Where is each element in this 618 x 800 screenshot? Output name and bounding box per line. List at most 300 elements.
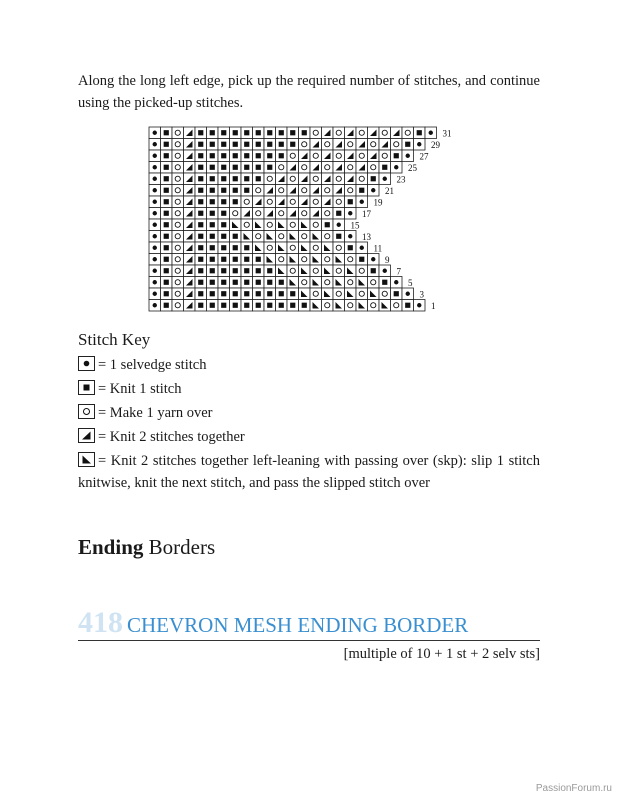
selvedge-cell <box>345 208 357 220</box>
knit-cell <box>241 150 253 162</box>
yarn-over-cell <box>310 196 322 208</box>
selvedge-cell <box>356 196 368 208</box>
yarn-over-cell <box>310 242 322 254</box>
yarn-over-cell <box>264 242 276 254</box>
k2tog-cell <box>184 150 196 162</box>
k2tog-cell <box>184 254 196 266</box>
knit-cell <box>218 242 230 254</box>
skp-cell <box>299 219 311 231</box>
skp-cell <box>287 231 299 243</box>
knit-cell <box>264 139 276 151</box>
knit-cell <box>287 127 299 139</box>
yarn-over-cell <box>368 300 380 312</box>
knit-cell <box>253 127 265 139</box>
knit-cell <box>230 127 242 139</box>
yarn-over-cell <box>322 185 334 197</box>
knit-cell <box>207 300 219 312</box>
knit-cell <box>299 300 311 312</box>
row-label: 21 <box>385 186 394 196</box>
yarn-over-cell <box>333 150 345 162</box>
yarn-over-cell <box>368 139 380 151</box>
yarn-over-cell <box>172 139 184 151</box>
yarn-over-cell <box>299 162 311 174</box>
row-label: 23 <box>396 174 406 185</box>
knit-cell <box>230 288 242 300</box>
selvedge-cell <box>149 150 161 162</box>
knit-cell <box>218 127 230 139</box>
yarn-over-cell <box>172 242 184 254</box>
knit-cell <box>264 265 276 277</box>
yarn-over-cell <box>172 173 184 185</box>
yarn-over-cell <box>379 288 391 300</box>
k2tog-cell <box>276 196 288 208</box>
k2tog-cell <box>333 139 345 151</box>
skp-cell <box>322 288 334 300</box>
k2tog-cell <box>184 300 196 312</box>
yarn-over-cell <box>379 150 391 162</box>
knit-cell <box>161 127 173 139</box>
knit-cell <box>241 242 253 254</box>
k2tog-cell <box>379 139 391 151</box>
knit-cell <box>264 127 276 139</box>
yarn-over-cell <box>391 139 403 151</box>
skp-cell <box>310 254 322 266</box>
knit-cell <box>230 242 242 254</box>
knit-cell <box>253 300 265 312</box>
selvedge-cell <box>149 242 161 254</box>
skp-cell <box>253 219 265 231</box>
knit-cell <box>356 254 368 266</box>
skp-cell <box>356 300 368 312</box>
k2tog-cell <box>276 173 288 185</box>
skp-cell <box>310 231 322 243</box>
skp-cell <box>276 242 288 254</box>
key-text-skp: = Knit 2 stitches together left-leaning with passing over (skp): slip 1 stitch knitwise, knit the next stitch, and pass the slipped stitch over <box>78 453 540 491</box>
knit-cell <box>287 139 299 151</box>
yarn-over-cell <box>345 185 357 197</box>
selvedge-cell <box>149 162 161 174</box>
key-text-selvedge: = 1 selvedge stitch <box>98 357 207 373</box>
selvedge-cell <box>368 185 380 197</box>
knit-cell <box>161 208 173 220</box>
skp-cell <box>333 277 345 289</box>
selvedge-cell <box>333 219 345 231</box>
knit-cell <box>276 150 288 162</box>
yarn-over-cell <box>333 196 345 208</box>
yarn-over-cell <box>345 254 357 266</box>
knit-cell <box>230 185 242 197</box>
k2tog-cell <box>345 127 357 139</box>
knit-cell <box>161 173 173 185</box>
row-label: 15 <box>350 220 360 231</box>
knit-cell <box>161 242 173 254</box>
knit-cell <box>161 196 173 208</box>
k2tog-cell <box>356 162 368 174</box>
knit-cell <box>241 254 253 266</box>
yarn-over-cell <box>333 127 345 139</box>
knit-cell <box>276 288 288 300</box>
k2tog-cell <box>368 127 380 139</box>
k2tog-cell <box>299 196 311 208</box>
knit-cell <box>195 208 207 220</box>
yarn-over-cell <box>172 231 184 243</box>
knit-cell <box>391 288 403 300</box>
key-item-selvedge <box>78 354 540 376</box>
knit-cell <box>264 300 276 312</box>
yarn-over-cell <box>253 185 265 197</box>
skp-cell <box>264 231 276 243</box>
knit-cell <box>276 127 288 139</box>
row-label: 11 <box>373 243 383 254</box>
knit-cell <box>333 208 345 220</box>
knit-cell <box>230 139 242 151</box>
selvedge-cell <box>149 185 161 197</box>
yarn-over-cell <box>172 288 184 300</box>
row-label: 27 <box>419 151 429 162</box>
k2tog-triangle-icon <box>78 428 95 443</box>
k2tog-cell <box>264 208 276 220</box>
knit-cell <box>241 288 253 300</box>
stitch-key-list <box>78 354 540 496</box>
knit-cell <box>161 265 173 277</box>
knit-cell <box>299 127 311 139</box>
knit-square-icon <box>78 380 95 395</box>
skp-cell <box>345 288 357 300</box>
k2tog-cell <box>241 208 253 220</box>
k2tog-cell <box>322 150 334 162</box>
skp-cell <box>299 265 311 277</box>
selvedge-cell <box>391 277 403 289</box>
knit-cell <box>230 173 242 185</box>
yarn-over-cell <box>172 196 184 208</box>
knit-cell <box>207 196 219 208</box>
yarn-over-cell <box>391 300 403 312</box>
yarn-over-cell <box>241 196 253 208</box>
selvedge-cell <box>379 265 391 277</box>
key-text-k2tog: = Knit 2 stitches together <box>98 429 245 445</box>
selvedge-cell <box>379 173 391 185</box>
knit-cell <box>161 277 173 289</box>
yarn-over-cell <box>345 162 357 174</box>
yarn-over-cell <box>345 277 357 289</box>
knit-cell <box>207 231 219 243</box>
selvedge-cell <box>149 127 161 139</box>
chart-grid <box>146 124 476 314</box>
yarn-over-cell <box>322 254 334 266</box>
knit-cell <box>195 300 207 312</box>
yarn-over-cell <box>172 265 184 277</box>
knit-cell <box>276 277 288 289</box>
k2tog-cell <box>184 219 196 231</box>
knit-cell <box>230 162 242 174</box>
yarn-over-cell <box>276 162 288 174</box>
skp-cell <box>356 277 368 289</box>
knit-cell <box>230 231 242 243</box>
row-label: 17 <box>362 209 371 219</box>
knit-cell <box>253 173 265 185</box>
yarn-over-cell <box>172 150 184 162</box>
yarn-over-cell <box>356 150 368 162</box>
knit-cell <box>402 300 414 312</box>
knit-cell <box>207 162 219 174</box>
key-text-knit: = Knit 1 stitch <box>98 381 182 397</box>
skp-cell <box>333 300 345 312</box>
knit-cell <box>207 254 219 266</box>
pattern-number: 418 <box>78 606 123 639</box>
knit-cell <box>218 208 230 220</box>
knit-cell <box>218 185 230 197</box>
yarn-over-cell <box>322 139 334 151</box>
yarn-over-cell <box>172 162 184 174</box>
knit-cell <box>207 277 219 289</box>
knit-cell <box>207 288 219 300</box>
knit-cell <box>207 139 219 151</box>
yarn-over-cell <box>333 242 345 254</box>
skp-cell <box>379 300 391 312</box>
k2tog-cell <box>264 185 276 197</box>
yarn-over-cell <box>276 185 288 197</box>
knit-cell <box>195 173 207 185</box>
knit-cell <box>391 150 403 162</box>
yarn-over-cell <box>299 254 311 266</box>
skp-cell <box>345 265 357 277</box>
row-label: 31 <box>442 128 452 139</box>
k2tog-cell <box>184 208 196 220</box>
knit-cell <box>264 288 276 300</box>
key-item-knit <box>78 378 540 400</box>
knit-cell <box>161 150 173 162</box>
k2tog-cell <box>184 288 196 300</box>
k2tog-cell <box>299 150 311 162</box>
knit-cell <box>195 288 207 300</box>
knit-cell <box>195 265 207 277</box>
yarn-over-cell <box>310 127 322 139</box>
yarn-over-cell <box>172 208 184 220</box>
knit-cell <box>161 254 173 266</box>
heading-divider <box>78 640 540 641</box>
selvedge-cell <box>345 231 357 243</box>
row-label: 1 <box>431 301 436 311</box>
k2tog-cell <box>184 277 196 289</box>
row-label: 13 <box>362 232 371 242</box>
yarn-over-cell <box>310 288 322 300</box>
yarn-over-cell <box>241 219 253 231</box>
knit-cell <box>287 300 299 312</box>
knit-cell <box>218 300 230 312</box>
knit-cell <box>253 254 265 266</box>
k2tog-cell <box>184 185 196 197</box>
knit-cell <box>253 288 265 300</box>
knit-cell <box>264 277 276 289</box>
knit-cell <box>195 219 207 231</box>
knit-cell <box>276 300 288 312</box>
knit-cell <box>368 265 380 277</box>
section-heading <box>78 535 215 560</box>
yarn-over-cell <box>287 150 299 162</box>
yarn-over-cell <box>299 139 311 151</box>
pattern-multiple: [multiple of 10 + 1 st + 2 selv sts] <box>343 646 540 662</box>
yarn-over-cell <box>253 231 265 243</box>
skp-cell <box>368 288 380 300</box>
key-text-yarn-over: = Make 1 yarn over <box>98 405 213 421</box>
selvedge-cell <box>149 139 161 151</box>
knit-cell <box>218 231 230 243</box>
knit-cell <box>287 288 299 300</box>
selvedge-cell <box>402 288 414 300</box>
knit-cell <box>241 277 253 289</box>
yarn-over-cell <box>287 242 299 254</box>
knit-cell <box>218 219 230 231</box>
selvedge-cell <box>149 300 161 312</box>
knit-cell <box>218 162 230 174</box>
yarn-over-cell <box>253 208 265 220</box>
k2tog-cell <box>322 127 334 139</box>
k2tog-cell <box>184 265 196 277</box>
knit-cell <box>207 173 219 185</box>
selvedge-cell <box>402 150 414 162</box>
yarn-over-cell <box>299 185 311 197</box>
row-label: 7 <box>396 266 401 277</box>
yarn-over-cell <box>264 196 276 208</box>
skp-cell <box>299 288 311 300</box>
knit-cell <box>368 173 380 185</box>
yarn-over-cell <box>322 231 334 243</box>
knit-cell <box>207 185 219 197</box>
selvedge-cell <box>149 231 161 243</box>
yarn-over-cell <box>299 208 311 220</box>
yarn-over-cell <box>322 162 334 174</box>
knit-cell <box>207 127 219 139</box>
knit-cell <box>195 196 207 208</box>
selvedge-cell <box>391 162 403 174</box>
knit-cell <box>218 173 230 185</box>
knit-cell <box>345 196 357 208</box>
knit-cell <box>414 127 426 139</box>
row-label: 25 <box>408 163 417 173</box>
yarn-over-cell <box>172 277 184 289</box>
knit-cell <box>207 219 219 231</box>
knit-cell <box>230 196 242 208</box>
k2tog-cell <box>184 196 196 208</box>
k2tog-cell <box>391 127 403 139</box>
yarn-over-cell <box>310 150 322 162</box>
k2tog-cell <box>310 162 322 174</box>
selvedge-cell <box>149 208 161 220</box>
knit-cell <box>241 265 253 277</box>
selvedge-cell <box>414 300 426 312</box>
knit-cell <box>218 288 230 300</box>
intro-paragraph: Along the long left edge, pick up the required number of stitches, and continue using the picked-up stitches. <box>78 73 540 111</box>
yarn-over-cell <box>368 277 380 289</box>
knit-cell <box>322 219 334 231</box>
selvedge-cell <box>149 219 161 231</box>
knit-cell <box>161 185 173 197</box>
yarn-over-cell <box>172 254 184 266</box>
k2tog-cell <box>184 173 196 185</box>
knit-cell <box>218 254 230 266</box>
knit-cell <box>218 277 230 289</box>
yarn-over-cell <box>172 185 184 197</box>
knit-cell <box>345 242 357 254</box>
k2tog-cell <box>253 196 265 208</box>
knit-cell <box>218 196 230 208</box>
knit-cell <box>218 139 230 151</box>
yarn-over-cell <box>322 300 334 312</box>
selvedge-cell <box>425 127 437 139</box>
selvedge-cell <box>149 196 161 208</box>
yarn-over-cell <box>368 162 380 174</box>
knit-cell <box>195 254 207 266</box>
knit-cell <box>230 300 242 312</box>
yarn-over-cell <box>276 254 288 266</box>
knit-cell <box>195 277 207 289</box>
knit-cell <box>230 277 242 289</box>
key-item-skp <box>78 450 540 494</box>
knit-cell <box>230 265 242 277</box>
pattern-name: CHEVRON MESH ENDING BORDER <box>127 613 469 637</box>
yarn-over-cell <box>287 219 299 231</box>
knit-cell <box>264 150 276 162</box>
knit-cell <box>264 162 276 174</box>
yarn-over-cell <box>287 196 299 208</box>
key-item-k2tog <box>78 426 540 448</box>
knit-cell <box>161 231 173 243</box>
key-item-yarn-over <box>78 402 540 424</box>
yarn-over-cell <box>172 219 184 231</box>
yarn-over-cell <box>402 127 414 139</box>
selvedge-cell <box>356 242 368 254</box>
knit-cell <box>207 150 219 162</box>
k2tog-cell <box>287 185 299 197</box>
yarn-over-cell <box>310 219 322 231</box>
selvedge-cell <box>149 265 161 277</box>
skp-cell <box>310 277 322 289</box>
skp-cell <box>333 254 345 266</box>
yarn-over-cell <box>356 173 368 185</box>
knit-cell <box>161 300 173 312</box>
skp-cell <box>276 265 288 277</box>
watermark: PassionForum.ru <box>535 783 612 794</box>
knit-cell <box>207 265 219 277</box>
yarn-over-cell <box>276 231 288 243</box>
row-label: 3 <box>419 289 424 300</box>
section-heading-bold: Ending <box>78 535 144 559</box>
k2tog-cell <box>345 150 357 162</box>
knit-cell <box>402 139 414 151</box>
knit-cell <box>195 150 207 162</box>
k2tog-cell <box>184 139 196 151</box>
skp-cell <box>276 219 288 231</box>
yarn-over-cell <box>310 265 322 277</box>
yarn-over-cell <box>345 139 357 151</box>
k2tog-cell <box>322 173 334 185</box>
knit-cell <box>379 162 391 174</box>
k2tog-cell <box>310 139 322 151</box>
k2tog-cell <box>299 173 311 185</box>
yarn-over-cell <box>379 127 391 139</box>
knit-cell <box>241 300 253 312</box>
selvedge-cell <box>149 277 161 289</box>
knit-cell <box>230 150 242 162</box>
knit-cell <box>218 265 230 277</box>
stitch-key-title: Stitch Key <box>78 330 151 349</box>
skp-cell <box>253 242 265 254</box>
skp-cell <box>287 277 299 289</box>
knit-cell <box>241 162 253 174</box>
section-heading-rest: Borders <box>143 535 216 559</box>
knit-cell <box>161 139 173 151</box>
yarn-over-cell <box>356 127 368 139</box>
